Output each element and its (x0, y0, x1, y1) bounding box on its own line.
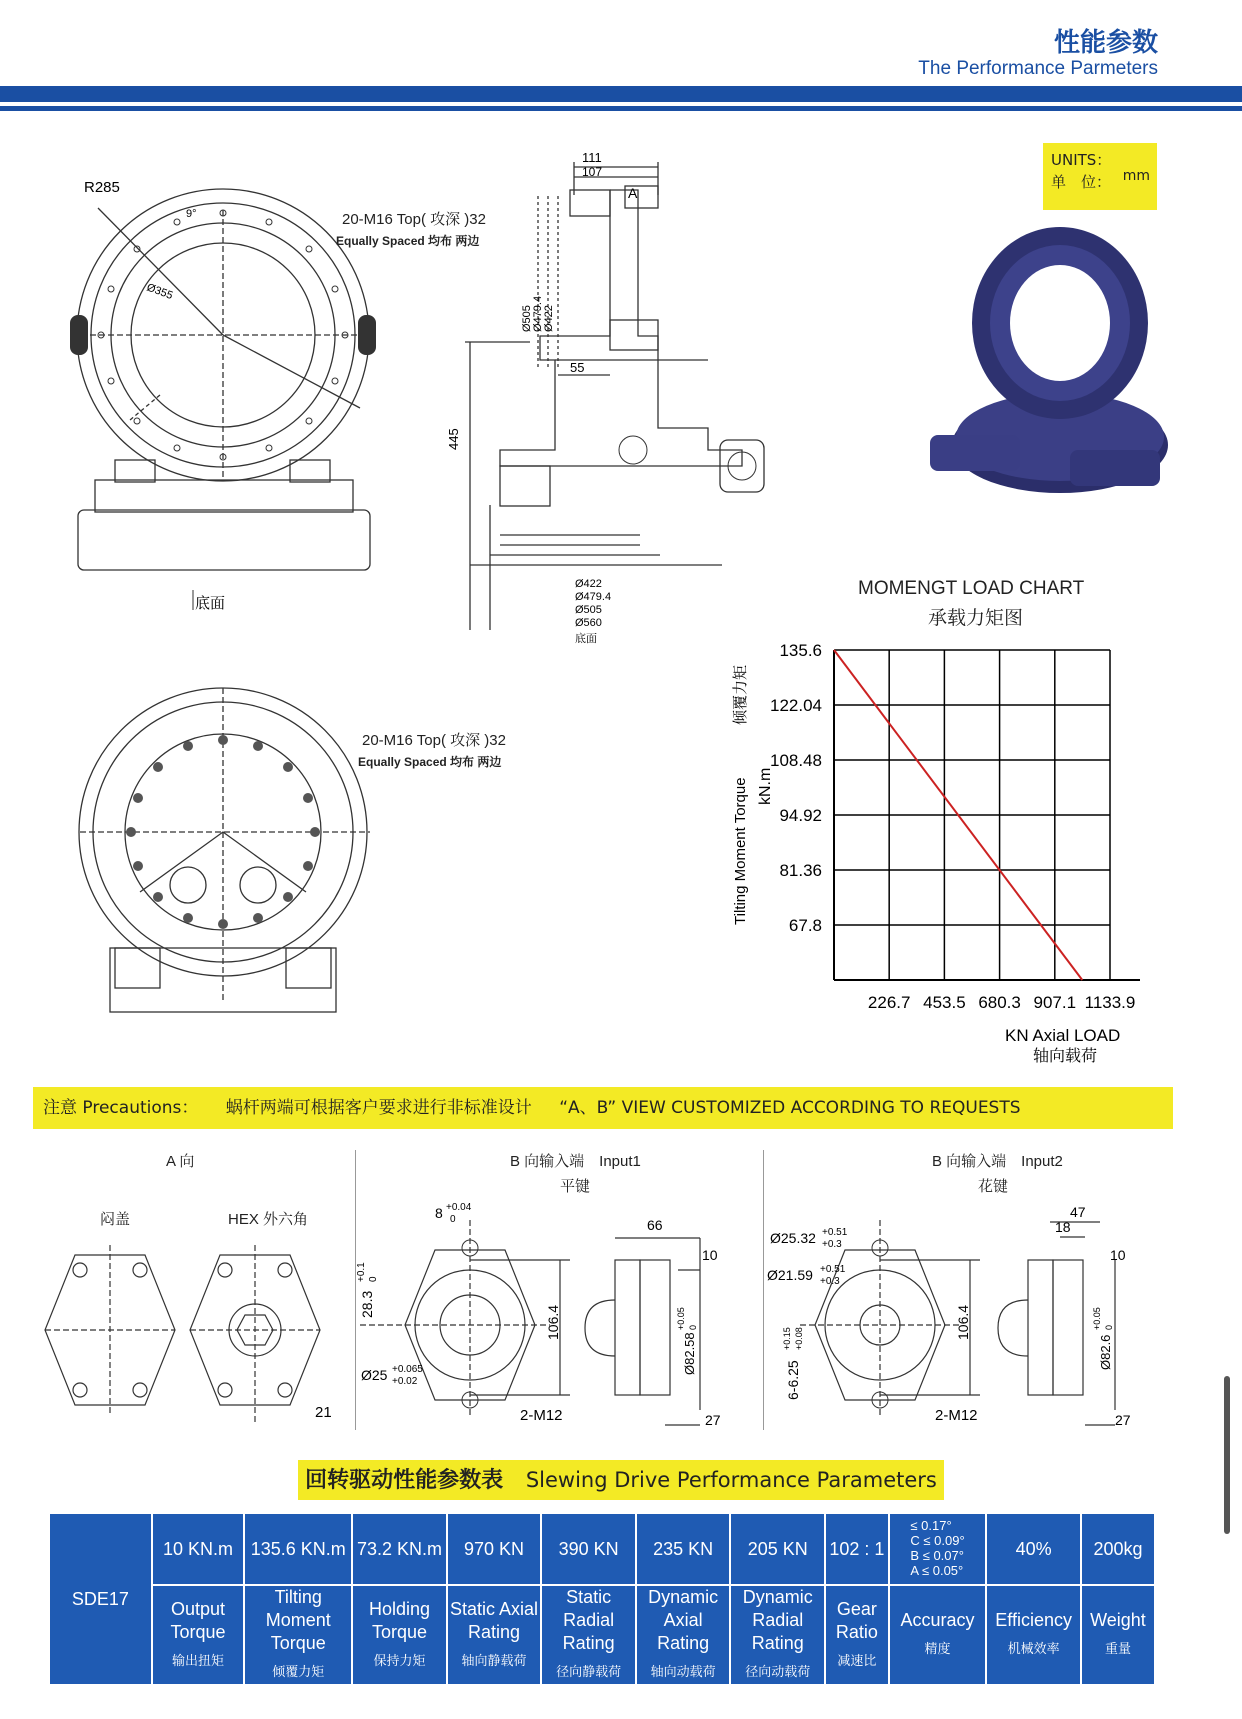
chart-x-tick-label: 226.7 (867, 993, 911, 1012)
view-a-dim: 21 (315, 1404, 332, 1421)
input2-subtitle: 花键 (978, 1178, 1009, 1195)
side-dim-107: 107 (582, 165, 603, 179)
side-bottom-label: 底面 (575, 633, 597, 645)
side-bottom-dim-2: Ø479.4 (575, 591, 612, 603)
input1-dim-25: Ø25 (361, 1367, 388, 1383)
input2-tol-25-up: +0.51 (822, 1227, 848, 1238)
input1-drawing (356, 1200, 760, 1435)
view-a-drawing (45, 1235, 345, 1435)
input1-tol-28-lo: 0 (368, 1276, 379, 1282)
label-cn: 减速比 (837, 1653, 877, 1669)
value-accuracy (889, 1513, 987, 1585)
chart-xlabel-cn: 轴向载荷 (1033, 1048, 1098, 1065)
input1-dim-66: 66 (647, 1217, 663, 1233)
top-radius-label: R285 (84, 179, 120, 196)
side-dim-505: Ø505 (521, 305, 533, 332)
input2-tol-6-up: +0.15 (782, 1327, 792, 1350)
label-static-radial (541, 1585, 636, 1685)
value-output-torque: 10 KN.m (152, 1513, 245, 1585)
moment-load-chart (700, 620, 1180, 1070)
accuracy-line: A ≤ 0.05° (910, 1563, 964, 1578)
header-band-thick (0, 86, 1242, 102)
label-en: Weight (1090, 1610, 1146, 1630)
label-tilting-moment (244, 1585, 352, 1685)
input1-tol-28-up: +0.1 (356, 1262, 367, 1282)
value-holding-torque: 73.2 KN.m (352, 1513, 447, 1585)
page-title-cn: 性能参数 (1053, 28, 1158, 58)
chart-title: MOMENGT LOAD CHART (858, 578, 1085, 599)
performance-table (48, 1512, 1156, 1686)
side-bottom-dim-3: Ø505 (575, 604, 602, 616)
label-cn: 机械效率 (1007, 1642, 1060, 1657)
bottom-bolt-note: 20-M16 Top( 攻深 )32 (362, 732, 506, 749)
input2-dim-27: 27 (1115, 1412, 1131, 1428)
input1-dim-27: 27 (705, 1412, 721, 1428)
side-section-drawing (446, 150, 840, 650)
label-cn: 径向动载荷 (745, 1665, 811, 1680)
label-static-axial (447, 1585, 542, 1685)
header-band-thin (0, 106, 1242, 111)
chart-y-tick-label: 67.8 (788, 916, 822, 935)
label-gear-ratio (825, 1585, 889, 1685)
accuracy-line: B ≤ 0.07° (910, 1548, 964, 1563)
chart-y-tick-label: 135.6 (779, 641, 822, 660)
units-label: UNITS： (1051, 151, 1112, 169)
precautions-text-en: “A、B” VIEW CUSTOMIZED ACCORDING TO REQUESTS (559, 1098, 1021, 1118)
value-dynamic-axial: 235 KN (636, 1513, 731, 1585)
chart-x-tick-label: 1133.9 (1084, 993, 1136, 1012)
precautions-banner (33, 1087, 1173, 1129)
table-row (49, 1513, 1155, 1585)
value-efficiency: 40% (986, 1513, 1081, 1585)
input1-title: B 向输入端 Input1 (510, 1153, 641, 1170)
input1-tol-25-lo: +0.02 (392, 1376, 418, 1387)
label-cn: 倾覆力矩 (272, 1665, 325, 1680)
chart-x-tick-label: 680.3 (978, 993, 1021, 1012)
top-bolt-note: 20-M16 Top( 攻深 )32 (342, 211, 486, 228)
side-bottom-dim-1: Ø422 (575, 578, 602, 590)
input2-tol-21-up: +0.51 (820, 1264, 846, 1275)
top-dia-label: Ø355 (144, 281, 175, 303)
side-bottom-dim-4: Ø560 (575, 617, 602, 629)
chart-y-tick-label: 94.92 (779, 806, 822, 825)
label-en: Dynamic Radial Rating (742, 1587, 813, 1653)
label-output-torque (152, 1585, 245, 1685)
input2-dim-21: Ø21.59 (767, 1267, 813, 1283)
label-cn: 精度 (924, 1642, 951, 1657)
value-static-axial: 970 KN (447, 1513, 542, 1585)
input1-tol-8-up: +0.04 (446, 1202, 472, 1213)
view-a-sub1: 闷盖 (100, 1211, 131, 1228)
chart-x-tick-label: 907.1 (1033, 993, 1077, 1012)
value-static-radial: 390 KN (541, 1513, 636, 1585)
precautions-text-cn: 蜗杆两端可根据客户要求进行非标准设计 (225, 1098, 532, 1118)
label-en: Dynamic Axial Rating (648, 1587, 719, 1653)
input2-dim-25: Ø25.32 (770, 1230, 816, 1246)
page-title-en: The Performance Parmeters (918, 58, 1158, 79)
chart-ylabel2: Tilting Moment Torque (732, 777, 749, 925)
divider (763, 1150, 764, 1430)
input2-dim-6: 6-6.25 (785, 1360, 801, 1400)
input2-dim-106: 106.4 (955, 1304, 971, 1340)
label-accuracy (889, 1585, 987, 1685)
top-angle-label: 9° (186, 208, 197, 220)
input2-dim-18: 18 (1055, 1219, 1071, 1235)
side-dim-445: 445 (446, 428, 461, 450)
view-a-title: A 向 (166, 1153, 195, 1170)
chart-y-tick-label: 81.36 (779, 861, 822, 880)
input1-tol-82-up: +0.05 (676, 1307, 686, 1330)
chart-ylabel-cn: 倾覆力矩 (732, 664, 749, 725)
label-weight (1081, 1585, 1155, 1685)
chart-x-tick-label: 453.5 (923, 993, 966, 1012)
value-gear-ratio: 102 : 1 (825, 1513, 889, 1585)
label-cn: 重量 (1104, 1642, 1131, 1657)
input2-drawing (767, 1200, 1170, 1435)
label-dynamic-radial (730, 1585, 825, 1685)
view-a-sub2: HEX 外六角 (228, 1211, 309, 1228)
accuracy-line: C ≤ 0.09° (910, 1533, 965, 1548)
model-cell: SDE17 (49, 1513, 152, 1685)
label-holding-torque (352, 1585, 447, 1685)
chart-xlabel: KN Axial LOAD (1005, 1026, 1121, 1045)
chart-y-tick-label: 122.04 (770, 696, 822, 715)
input1-dim-10: 10 (702, 1247, 718, 1263)
label-dynamic-axial (636, 1585, 731, 1685)
bottom-bolt-note2: Equally Spaced 均布 两边 (358, 755, 502, 769)
side-dim-422: Ø422 (543, 305, 555, 332)
chart-subtitle: 承载力矩图 (928, 607, 1024, 629)
input1-tol-8-lo: 0 (450, 1214, 456, 1225)
label-cn: 保持力矩 (373, 1653, 426, 1669)
top-bottom-label: 底面 (195, 595, 226, 612)
table-title-cn: 回转驱动性能参数表 (305, 1468, 504, 1493)
input2-dim-47: 47 (1070, 1204, 1086, 1220)
chart-ylabel: kN.m (757, 767, 774, 805)
side-view-a: A (628, 185, 638, 201)
input1-dim-106: 106.4 (545, 1304, 561, 1340)
product-illustration (920, 225, 1170, 510)
input1-dim-82: Ø82.58 (682, 1332, 697, 1375)
label-en: Gear Ratio (835, 1598, 878, 1642)
label-en: Holding Torque (368, 1598, 430, 1642)
input2-tol-82-up: +0.05 (1092, 1307, 1102, 1330)
label-en: Output Torque (170, 1598, 226, 1642)
input1-dim-8: 8 (435, 1205, 443, 1221)
input2-title: B 向输入端 Input2 (932, 1153, 1063, 1170)
input2-tol-21-lo: +0.3 (820, 1276, 840, 1287)
input1-subtitle: 平键 (560, 1178, 591, 1195)
label-cn: 轴向动载荷 (650, 1665, 716, 1680)
label-en: Accuracy (900, 1610, 975, 1630)
chart-y-tick-label: 108.48 (770, 751, 822, 770)
side-dim-111: 111 (582, 150, 602, 165)
value-tilting-moment: 135.6 KN.m (244, 1513, 352, 1585)
input2-tol-82-lo: 0 (1104, 1324, 1114, 1330)
accuracy-list (910, 1518, 964, 1578)
table-title (298, 1460, 944, 1500)
value-weight: 200kg (1081, 1513, 1155, 1585)
input1-dim-28: 28.3 (359, 1290, 375, 1318)
value-dynamic-radial: 205 KN (730, 1513, 825, 1585)
input2-dim-82: Ø82.6 (1098, 1334, 1113, 1370)
accuracy-line: ≤ 0.17° (910, 1518, 952, 1533)
label-cn: 径向静载荷 (556, 1665, 622, 1680)
input1-bolt: 2-M12 (520, 1407, 563, 1424)
input2-tol-6-lo: +0.08 (794, 1327, 804, 1350)
units-label-cn: 单 位： (1051, 173, 1112, 191)
bottom-view-drawing (70, 680, 390, 1020)
label-cn: 轴向静载荷 (461, 1653, 527, 1669)
label-en: Tilting Moment Torque (265, 1587, 331, 1653)
input1-tol-82-lo: 0 (688, 1324, 698, 1330)
label-cn: 输出扭矩 (172, 1653, 225, 1669)
top-bolt-note2: Equally Spaced 均布 两边 (336, 234, 480, 248)
side-dim-55: 55 (570, 360, 585, 375)
table-title-en: Slewing Drive Performance Parameters (525, 1468, 937, 1492)
precautions-label: 注意 Precautions： (43, 1098, 199, 1118)
input2-dim-10: 10 (1110, 1247, 1126, 1263)
units-box (1043, 143, 1157, 210)
side-dim-479: Ø479.4 (532, 295, 544, 332)
label-en: Static Axial Rating (450, 1598, 539, 1642)
table-row (49, 1585, 1155, 1685)
scrollbar[interactable] (1224, 1376, 1230, 1534)
input2-bolt: 2-M12 (935, 1407, 978, 1424)
input2-tol-25-lo: +0.3 (822, 1239, 842, 1250)
label-en: Efficiency (995, 1610, 1072, 1630)
divider (355, 1150, 356, 1430)
label-en: Static Radial Rating (562, 1587, 615, 1653)
units-value: mm (1122, 168, 1150, 184)
input1-tol-25-up: +0.065 (392, 1364, 423, 1375)
label-efficiency (986, 1585, 1081, 1685)
